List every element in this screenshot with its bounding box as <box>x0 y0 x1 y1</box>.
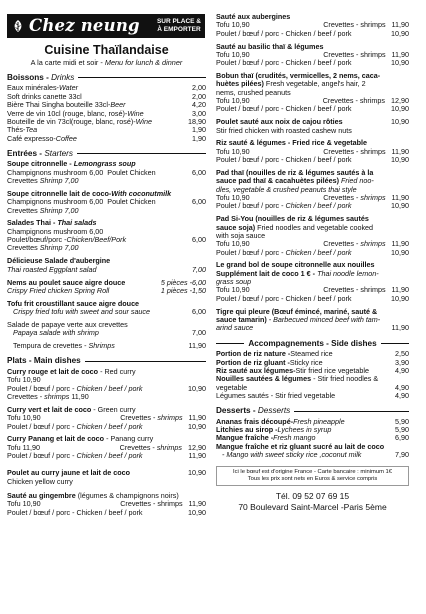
menu-item <box>216 118 409 135</box>
right-column <box>216 13 409 513</box>
item-price: 11,90 <box>391 285 409 295</box>
item-name-fr: Portion de riz nature - <box>216 349 291 359</box>
address: 70 Boulevard Saint-Marcel -Paris 5ème <box>238 502 387 513</box>
option-tofu: Tofu 11,90 <box>7 442 41 452</box>
option-chicken: Poulet Chicken <box>107 197 156 207</box>
option-label: Crevettes <box>7 205 38 215</box>
item-name: Poulet au curry jaune et lait de coco <box>7 468 131 478</box>
price-row <box>216 324 409 332</box>
item-price: 11,90 <box>188 451 206 461</box>
menu-item <box>216 139 409 164</box>
item-name-en: Water <box>58 83 78 93</box>
option-label: Poulet / bœuf / porc - Chicken / beef / pork <box>216 293 352 303</box>
item-description: dles, vegetable & crushed peanuts thai style <box>216 184 357 194</box>
item-name-fr: Café expresso- <box>7 133 56 143</box>
option-label: Crevettes - shrimps <box>323 146 386 156</box>
section-title-en: Drinks <box>51 72 75 82</box>
option-tofu: Tofu 10,90 <box>216 96 250 106</box>
item-price: 11,90 <box>391 146 409 156</box>
price-row <box>216 451 409 459</box>
item-name-fr: Curry vert et lait de coco <box>7 404 92 414</box>
option-tofu: Tofu 10,90 <box>216 285 250 295</box>
subtitle-en: Menu for lunch & dinner <box>104 57 183 67</box>
item-name: Pad Si-You (nouilles de riz & légumes sautés <box>216 214 369 224</box>
item-price: 10,90 <box>188 383 206 393</box>
price-row <box>7 287 206 295</box>
item-name: Tempura de crevettes - <box>13 341 87 351</box>
item-price: 11,90 <box>391 20 409 30</box>
option-label: Poulet / bœuf / porc - Chicken / beef / pork <box>216 155 352 165</box>
menu-item <box>216 13 409 38</box>
notice-line-2: Tous les prix sont nets en Euros & service compris <box>247 475 378 482</box>
item-name-en: - Mango with sweet sticky rice ,coconut milk <box>222 450 362 460</box>
item-price: 12,90 <box>188 442 206 452</box>
option-label: Crevettes - <box>7 391 43 401</box>
item-name-fr: Litchies au sirop - <box>216 425 278 435</box>
item-name-en: Fresh mango <box>273 433 316 443</box>
section-divider <box>381 343 409 344</box>
item-name: Salade de papaye verte aux crevettes <box>7 319 128 329</box>
menu-item <box>7 342 206 350</box>
option-label-en: shrimps <box>44 391 70 401</box>
price-row <box>216 295 409 303</box>
menu-item <box>216 215 409 257</box>
restaurant-logo <box>7 14 205 38</box>
item-price: 2,50 <box>395 349 409 359</box>
item-name-en: Beer <box>110 100 126 110</box>
page-title: Cuisine Thaïlandaise <box>44 43 169 57</box>
item-name-en: Stir fried rice vegetable <box>295 365 370 375</box>
menu-item <box>7 160 206 185</box>
menu-item <box>7 190 206 215</box>
section-title-en: Starters <box>44 148 73 158</box>
menu-item <box>216 261 409 303</box>
item-name-en: Coffee <box>55 133 77 143</box>
option-label-en: Chicken / beef / pork <box>285 247 352 257</box>
menu-item <box>7 492 206 517</box>
option-tofu: Tofu 10,90 <box>216 193 250 203</box>
item-name: Mangue fraîche et riz gluant sucré au lait de coco <box>216 441 385 451</box>
section-title: Accompagnements - Side dishes <box>248 338 377 348</box>
price-row <box>216 202 409 210</box>
section-title-fr: Desserts - <box>216 406 256 416</box>
item-price: 5,90 <box>395 416 409 426</box>
section-main-dishes <box>7 356 206 366</box>
item-name-fr: Bouteille de vin 73cl(rouge, blanc, rosé)- <box>7 116 136 126</box>
item-name-fr: Thés- <box>7 125 26 135</box>
item-name-cont: sauce tamarin) <box>216 315 267 324</box>
item-name-en: Thai roasted Eggplant salad <box>7 264 97 274</box>
option-label: Poulet/bœuf/porc - <box>7 235 67 245</box>
item-name-en: - Red curry <box>100 366 136 376</box>
item-price: 1 pièces -1,50 <box>160 285 206 295</box>
page-subtitle <box>7 59 206 67</box>
item-name-cont: vegetable <box>216 382 248 392</box>
item-name-detail: (légumes & champignons noirs) <box>77 491 179 501</box>
item-price: 7,00 <box>64 176 79 186</box>
drinks-list <box>7 84 206 142</box>
option-label: Crevettes - <box>323 193 359 203</box>
option-label: Crevettes <box>7 176 38 186</box>
item-name-en: Wine <box>127 108 144 118</box>
option-label-en: Shrimp <box>39 176 63 186</box>
item-price: 10,90 <box>188 507 206 517</box>
item-price: 4,90 <box>395 382 409 392</box>
item-price: 11,90 <box>188 341 206 351</box>
menu-item <box>7 135 206 143</box>
option-tofu: Tofu 10,90 <box>7 499 41 509</box>
item-name-fr: Riz sauté aux légumes- <box>216 365 296 375</box>
item-name: Poulet sauté aux noix de cajou rôties <box>216 117 343 127</box>
option-label-en: Shrimp <box>39 205 63 215</box>
item-price: 7,00 <box>192 328 206 338</box>
item-name-en: - Green curry <box>93 404 136 414</box>
menu-item <box>216 169 409 211</box>
item-name-fr: Portion de riz gluant - <box>216 357 290 367</box>
item-price: 11,90 <box>391 239 409 249</box>
item-name-fr: Mangue fraîche - <box>216 433 274 443</box>
price-row <box>216 249 409 257</box>
item-name-en: Crispy fried tofu with sweet and sour sauce <box>13 307 151 317</box>
logo-tag-line-1: SUR PLACE & <box>156 18 201 26</box>
option-label: Crevettes - <box>119 442 155 452</box>
item-name-en: Thai noodle lemon- <box>317 268 379 278</box>
item-price: 12,90 <box>391 96 409 106</box>
item-name: Nems au poulet sauce aigre douce <box>7 277 126 287</box>
option-label: Poulet / bœuf / porc - <box>216 201 284 211</box>
price-row <box>7 509 206 517</box>
sides-list <box>216 350 409 375</box>
option-label: Poulet / bœuf / porc - <box>7 451 75 461</box>
item-description: with soja sauce <box>216 230 266 240</box>
item-price: 7,90 <box>395 450 409 460</box>
option-label: Crevettes <box>7 243 38 253</box>
item-name-en: Thai salads <box>57 218 97 228</box>
section-title-fr: Entrées - <box>7 148 43 158</box>
option-label: Crevettes - <box>323 239 359 249</box>
item-price: 10,90 <box>188 421 206 431</box>
option-label: Poulet / bœuf / porc - Chicken / beef / pork <box>7 507 143 517</box>
item-name-en: - Stir fried noodles & <box>311 374 379 384</box>
item-price: 4,90 <box>395 365 409 375</box>
desserts-list <box>216 418 409 443</box>
section-title <box>7 73 74 83</box>
item-name-en: Papaya salade with shrimp <box>13 328 99 338</box>
item-name: Sauté aux aubergines <box>216 12 291 21</box>
item-name-en: Chicken yellow curry <box>7 476 73 486</box>
menu-item <box>7 219 206 252</box>
item-price: 5,90 <box>395 425 409 435</box>
option-mushroom: Champignons mushroom 6,00 <box>7 167 104 177</box>
item-price: 7,00 <box>64 243 79 253</box>
price-row <box>7 266 206 274</box>
item-price: 1,90 <box>192 125 206 135</box>
price-row <box>7 329 206 337</box>
option-label-en: shrimps <box>157 413 183 423</box>
item-name-fr: Ananas frais découpé- <box>216 416 294 426</box>
item-name: Tofu frit croustillant sauce aigre douce <box>7 298 140 308</box>
item-name-fr: Curry Panang et lait de coco <box>7 434 105 444</box>
item-name-fr: Eaux minérales- <box>7 83 59 93</box>
option-label-en: Chicken / beef / pork <box>285 201 352 211</box>
item-name-fr: Salades Thai - <box>7 218 56 228</box>
section-desserts <box>216 406 409 416</box>
menu-item <box>7 257 206 274</box>
item-name: Tigre qui pleure (Bœuf émincé, mariné, sauté & <box>216 306 378 316</box>
menu-item <box>7 406 206 431</box>
item-price: 11,90 <box>391 49 409 59</box>
price-row <box>7 308 206 316</box>
option-label: Crevettes - shrimps <box>322 96 385 106</box>
item-name: Le grand bol de soupe citronnelle aux nouilles <box>216 260 375 270</box>
info-notice <box>216 466 409 486</box>
option-label: Poulet / bœuf / porc - Chicken / beef / pork <box>216 28 352 38</box>
logo-tagline <box>157 18 201 34</box>
price-row <box>216 156 409 164</box>
section-drinks <box>7 73 206 83</box>
section-divider <box>85 361 206 362</box>
section-divider <box>78 77 206 78</box>
item-name-en: - Barbecued minced beef with tam- <box>266 315 381 324</box>
item-price: 11,90 <box>391 193 409 203</box>
item-price: 11,90 <box>188 413 206 423</box>
option-tofu: Tofu 10,90 <box>216 239 250 249</box>
option-label: Crevettes - shrimps <box>323 49 386 59</box>
item-price: 3,90 <box>395 357 409 367</box>
item-price: 11,90 <box>188 499 206 509</box>
item-name <box>7 135 77 143</box>
price-row: Champignons mushroom 6,00 <box>7 226 104 236</box>
contact-block <box>216 491 409 513</box>
item-price: 1,90 <box>192 133 206 143</box>
section-divider-left <box>216 343 244 344</box>
item-price: 2,00 <box>192 83 206 93</box>
item-name-cont: sauce pad thaï & cacahuètes pilées) <box>216 176 340 186</box>
menu-item <box>216 392 409 400</box>
item-price: 18,90 <box>188 116 206 126</box>
price-row <box>7 244 206 252</box>
item-name-en: With coconutmilk <box>111 188 172 198</box>
item-name-en: Lychees in syrup <box>277 425 332 435</box>
option-label: Poulet / bœuf / porc - Chicken / beef / pork <box>216 104 352 114</box>
option-label: Poulet / bœuf / porc - <box>7 421 75 431</box>
item-description: grass soup <box>216 277 252 287</box>
item-name-en: Crispy Fried chicken Spring Roll <box>7 285 110 295</box>
option-label-en: shrimps <box>360 193 386 203</box>
item-price: 6,00 <box>192 307 206 317</box>
item-name-fr: Nouilles sautées & légumes <box>216 374 312 384</box>
menu-item <box>7 321 206 338</box>
price-row <box>7 177 206 185</box>
menu-item <box>216 308 409 333</box>
section-divider <box>77 153 206 154</box>
item-price: 10,90 <box>391 247 409 257</box>
item-price: 7,00 <box>192 264 206 274</box>
item-name-en: Fresh pineapple <box>293 416 345 426</box>
item-name-fr: Soupe citronnelle lait de coco- <box>7 188 112 198</box>
item-name-cont: Supplément lait de coco 1 € - <box>216 268 316 278</box>
item-name-en: Sticky rice <box>289 357 323 367</box>
item-price: 10,90 <box>391 201 409 211</box>
item-name-en: Fried noo- <box>339 176 374 186</box>
item-name-en: Stir fried chicken with roasted cashew nuts <box>216 125 352 135</box>
price-row <box>216 105 409 113</box>
item-price: 2,00 <box>192 91 206 101</box>
logo-name: Chez neung <box>29 16 140 36</box>
phone-number[interactable]: Tél. 09 52 07 69 15 <box>275 490 350 501</box>
section-title <box>7 149 73 159</box>
item-price: 4,90 <box>395 390 409 400</box>
section-divider <box>294 411 409 412</box>
item-price: 11,90 <box>71 391 89 401</box>
item-name: Pad thaï (nouilles de riz & légumes sautés à la <box>216 168 374 177</box>
section-title: Plats - Main dishes <box>7 356 81 366</box>
menu-item <box>7 435 206 460</box>
item-name-fr: Verre de vin 10cl (rouge, blanc, rosé)- <box>7 108 128 118</box>
notice-line-1: Ici le bœuf est d'origine France - Carte bancaire : minimum 1€ <box>233 468 392 475</box>
item-name-cont: sauce soja) <box>216 222 256 232</box>
item-name-en: Steamed rice <box>290 349 333 359</box>
item-name: Sauté au basilic thaï & légumes <box>216 41 324 51</box>
option-label-en: Chicken / beef / pork <box>76 451 143 461</box>
item-price: 6,00 <box>192 197 206 207</box>
menu-item <box>7 368 206 401</box>
item-price: 4,20 <box>192 100 206 110</box>
item-name-en: Lemongrass soup <box>73 159 136 169</box>
item-price: 10,90 <box>188 468 206 478</box>
item-name-fr: Légumes sautés - <box>216 390 274 400</box>
item-price: 6,00 <box>192 235 206 245</box>
price-row <box>216 30 409 38</box>
item-price: 7,00 <box>64 205 79 215</box>
price-row <box>7 423 206 431</box>
option-label-en: Chicken / beef / pork <box>76 421 143 431</box>
section-title <box>216 406 290 416</box>
option-tofu: Tofu 10,90 <box>7 413 41 423</box>
item-price: 3,00 <box>192 108 206 118</box>
option-label-en: shrimps <box>360 239 386 249</box>
item-name-fr: Sauté au gingembre <box>7 491 76 501</box>
section-title-en: Desserts <box>257 406 291 416</box>
menu-item <box>7 300 206 317</box>
item-name-en: Fried noodles and vegetable cooked <box>255 222 374 232</box>
option-tofu: Tofu 10,90 <box>216 49 250 59</box>
item-name-fr: Soft drinks canette 33cl <box>7 91 82 101</box>
item-name-en: - Panang curry <box>106 434 154 444</box>
section-title-fr: Boissons - <box>7 72 49 82</box>
item-name-fr: Curry rouge et lait de coco <box>7 366 99 376</box>
item-price: 10,90 <box>391 293 409 303</box>
item-name-en: Wine <box>135 116 152 126</box>
item-price: 5 pièces -6,00 <box>160 277 206 287</box>
item-name-fr: Soupe citronnelle - <box>7 159 72 169</box>
option-label: Crevettes - shrimps <box>323 20 386 30</box>
option-label-en: Chicken / beef / pork <box>76 383 143 393</box>
left-column <box>7 14 206 517</box>
item-price: 10,90 <box>391 28 409 38</box>
option-label-en: Chicken/Beef/Pork <box>66 235 127 245</box>
item-price: 10,90 <box>391 104 409 114</box>
price-row <box>7 452 206 460</box>
item-name-en: Stir fried vegetable <box>275 390 336 400</box>
logo-tag-line-2: À EMPORTER <box>157 26 201 33</box>
menu-item <box>7 469 206 486</box>
menu-item <box>216 43 409 68</box>
item-description: nems, crushed peanuts <box>216 87 291 97</box>
menu-item <box>216 72 409 114</box>
item-name-en: Tea <box>25 125 38 135</box>
option-label: Crevettes - <box>120 413 156 423</box>
section-starters <box>7 149 206 159</box>
option-label: Poulet / bœuf / porc - <box>216 247 284 257</box>
item-price: 6,90 <box>395 433 409 443</box>
item-name-fr: Bière Thai Singha bouteille 33cl- <box>7 100 111 110</box>
option-tofu: Tofu 10,90 <box>216 146 250 156</box>
item-name-cont: huètes pilées) <box>216 79 264 89</box>
item-name-en: Fresh vegetable, angel's hair, 2 <box>263 79 366 89</box>
menu-item <box>7 279 206 296</box>
item-price: 11,90 <box>391 323 409 333</box>
price-row <box>7 207 206 215</box>
item-name: Riz sauté & légumes - Fried rice & vegetable <box>216 138 367 148</box>
item-price: 10,90 <box>391 58 409 68</box>
section-side-dishes <box>216 339 409 349</box>
option-tofu: Tofu 10,90 <box>216 20 250 30</box>
option-label: Poulet / bœuf / porc - <box>7 383 75 393</box>
option-label: Crevettes - shrimps <box>120 499 183 509</box>
option-label: Crevettes - shrimps <box>323 285 386 295</box>
item-price: 10,90 <box>391 117 409 127</box>
price-row <box>216 59 409 67</box>
leaf-icon <box>11 19 25 33</box>
option-label-en: Shrimp <box>39 243 63 253</box>
option-mushroom: Champignons mushroom 6,00 <box>7 197 104 207</box>
item-price: 6,00 <box>192 167 206 177</box>
item-price: 10,90 <box>391 155 409 165</box>
item-name-en: Shrimps <box>88 341 115 351</box>
option-label: Poulet / bœuf / porc - Chicken / beef / pork <box>216 58 352 68</box>
price-row <box>7 393 206 401</box>
item-name: Bobun thaï (crudités, vermicelles, 2 nems, caca- <box>216 71 381 81</box>
option-label-en: shrimps <box>156 442 182 452</box>
subtitle-fr: A la carte midi et soir - <box>30 57 103 67</box>
menu-item <box>216 375 409 392</box>
option-chicken: Poulet Chicken <box>107 167 156 177</box>
item-description: arind sauce <box>216 323 254 333</box>
price-row: Tofu 10,90 <box>7 375 41 385</box>
item-name: Délicieuse Salade d'aubergine <box>7 256 111 266</box>
